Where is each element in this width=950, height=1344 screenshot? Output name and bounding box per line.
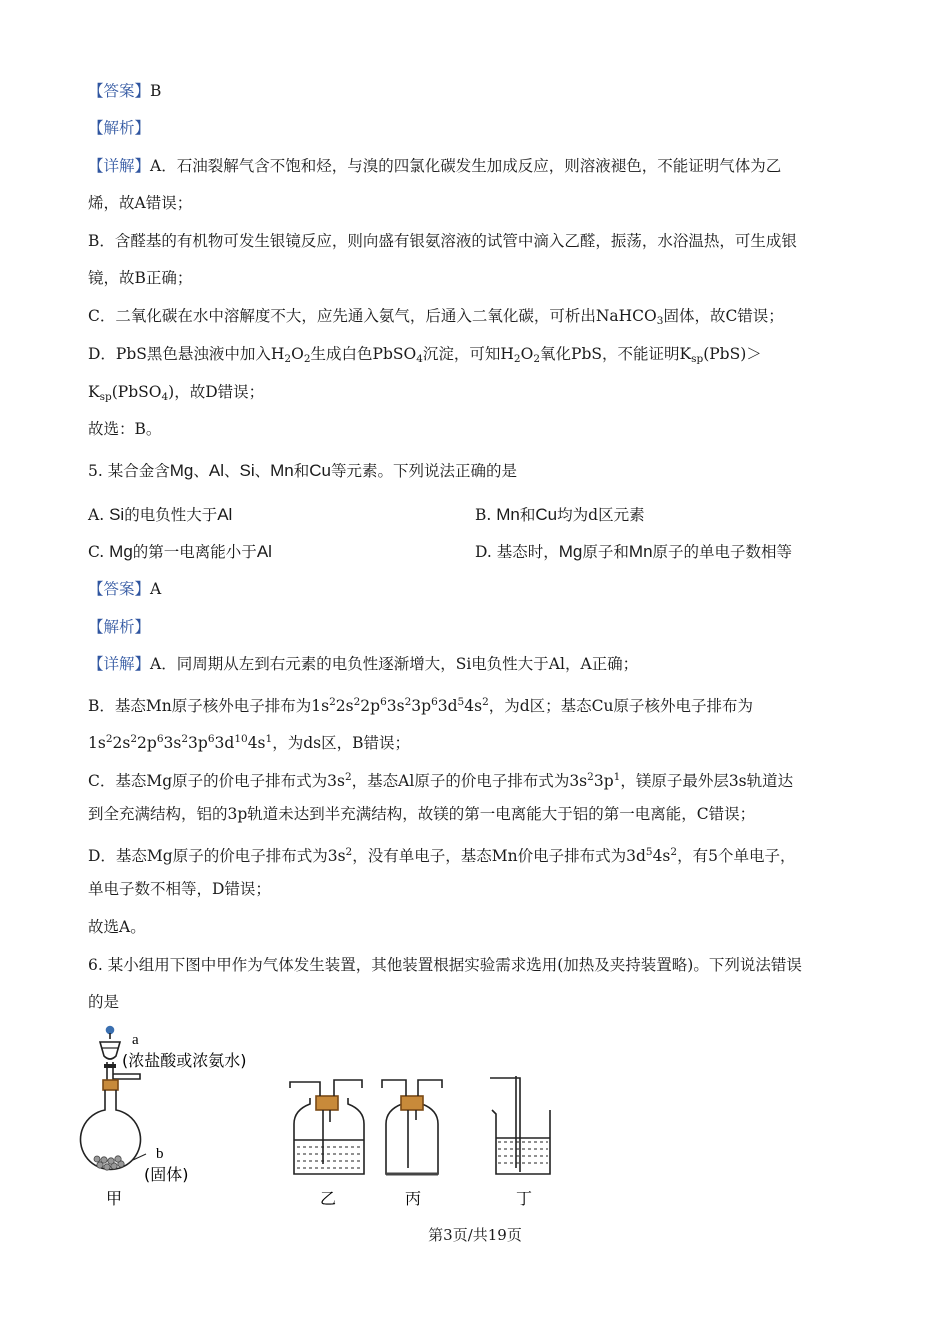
q4-conclusion: 故选：B。 [88,420,162,438]
q4-detail-line-7: $K_{sp}(PbSO_4)$，故D错误； [88,383,265,403]
q4-detail-line-4: 镜，故B正确； [88,269,193,287]
page-footer: 第3页/共19页 [428,1226,522,1244]
q5-detail-line-1: 【详解】A．同周期从左到右元素的电负性逐渐增大，Si电负性大于Al，A正确； [88,655,639,673]
q6-stem-line-1: 6. 某小组用下图中甲作为气体发生装置，其他装置根据实验需求选用(加热及夹持装置略)。下列说法错误 [88,956,802,974]
q5-option-d: D. 基态时，Mg原子和Mn原子的单电子数相等 [475,542,793,561]
q5-detail-line-4: C．基态Mg原子的价电子排布式为$3s^2$，基态Al原子的价电子排布式为$3s^23p^1$，镁原子最外层3s轨道达 [88,771,794,790]
q5-detail-line-3: $1s^22s^22p^63s^23p^63d^{10}4s^1$，为ds区，B错误； [88,733,410,752]
fig-label-b-note: (固体) [144,1165,189,1184]
q5-detail-line-6: D．基态Mg原子的价电子排布式为$3s^2$，没有单电子，基态Mn价电子排布式为$3d^54s^2$，有5个单电子， [88,846,796,865]
q5-analysis-tag: 【解析】 [88,618,151,636]
fig-caption-yi: 乙 [320,1189,337,1208]
q5-option-a: A. Si的电负性大于Al [88,505,233,524]
apparatus-yi [290,1080,364,1174]
q5-detail-line-5: 到全充满结构，铝的3p轨道未达到半充满结构，故镁的第一电离能大于铝的第一电离能，C错误； [88,805,756,823]
q5-conclusion: 故选A。 [88,918,146,936]
q4-answer-line [88,80,161,102]
fig-caption-jia: 甲 [106,1189,123,1208]
apparatus-bing [382,1080,442,1174]
q5-option-b: B. Mn和Cu均为d区元素 [475,505,645,524]
q4-detail-line-2: 烯，故A错误； [88,194,193,212]
q5-answer-line: 【答案】A [88,580,162,598]
q5-stem: 5. 某合金含Mg、Al、Si、Mn和Cu等元素。下列说法正确的是 [88,461,518,480]
q6-stem-line-2: 的是 [88,993,120,1011]
answer-tag: 【答案】 [88,82,151,100]
q4-detail-line-1: 【详解】A．石油裂解气含不饱和烃，与溴的四氯化碳发生加成反应，则溶液褪色，不能证明气体为乙 [88,157,782,175]
q5-detail-line-2: B．基态Mn原子核外电子排布为$1s^22s^22p^63s^23p^63d^54s^2$，为d区；基态Cu原子核外电子排布为 [88,696,754,715]
q4-detail-line-5: C．二氧化碳在水中溶解度不大，应先通入氨气，后通入二氧化碳，可析出NaHCO$_3$固体，故C错误； [88,307,784,327]
apparatus-jia [81,1027,147,1171]
q5-option-c: C. Mg的第一电离能小于Al [88,542,272,561]
apparatus-figure [80,1022,560,1212]
q5-detail-line-7: 单电子数不相等，D错误； [88,880,271,898]
fig-label-b: b [156,1146,164,1162]
q4-analysis-tag: 【解析】 [88,119,151,137]
fig-caption-bing: 丙 [405,1189,422,1208]
answer-value: B [150,82,162,100]
fig-caption-ding: 丁 [516,1189,533,1208]
q4-detail-line-3: B．含醛基的有机物可发生银镜反应，则向盛有银氨溶液的试管中滴入乙醛，振荡，水浴温热，可生成银 [88,232,797,250]
fig-label-a: a [132,1032,139,1048]
q4-detail-line-6: D．PbS黑色悬浊液中加入$H_2O_2$生成白色PbSO$_4$沉淀，可知$H_2O_2$氧化PbS，不能证明$K_{sp}(PbS)>$ [88,345,762,365]
fig-label-a-note: (浓盐酸或浓氨水) [122,1051,247,1070]
apparatus-ding [490,1076,550,1174]
